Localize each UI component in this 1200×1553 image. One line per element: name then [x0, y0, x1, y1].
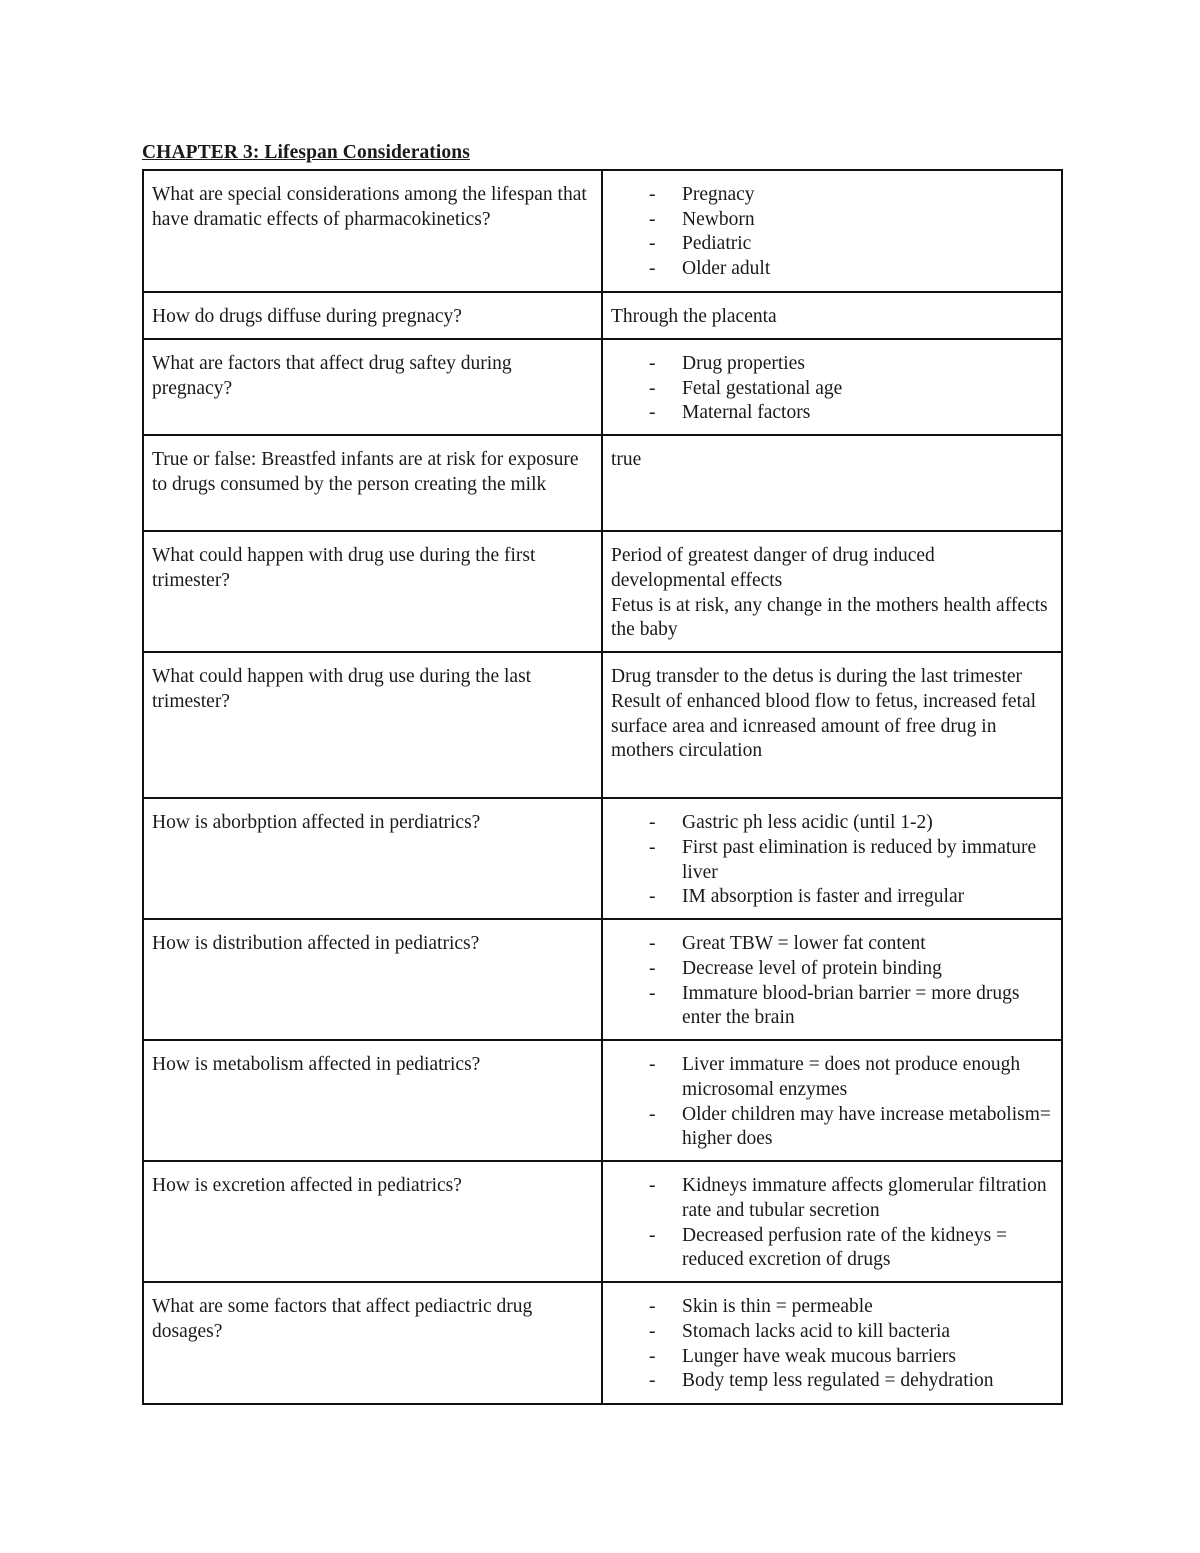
- answer-list: [611, 183, 1053, 282]
- answer-list: [611, 1053, 1053, 1152]
- answer-list: [611, 1295, 1053, 1394]
- list-item: - Pediatric: [611, 232, 1053, 257]
- question-cell: What are special considerations among the lifespan that have dramatic effects of pharmacokinetics?: [143, 170, 602, 292]
- answer-text: Drug transder to the detus is during the last trimester: [611, 666, 1023, 688]
- table-row: [143, 292, 1062, 339]
- answer-cell: [602, 435, 1062, 531]
- qa-table: [142, 169, 1063, 1405]
- table-row: [143, 170, 1062, 292]
- list-item: - Great TBW = lower fat content: [611, 932, 1053, 957]
- question-cell: How is metabolism affected in pediatrics?: [143, 1040, 602, 1161]
- question-cell: What could happen with drug use during the first trimester?: [143, 531, 602, 652]
- list-item: - Fetal gestational age: [611, 377, 1053, 402]
- list-item: - Older children may have increase metabolism= higher does: [611, 1103, 1053, 1152]
- question-cell: How is excretion affected in pediatrics?: [143, 1161, 602, 1282]
- answer-text: Period of greatest danger of drug induced developmental effects: [611, 545, 935, 591]
- answer-cell: [602, 531, 1062, 652]
- table-row: [143, 1161, 1062, 1282]
- table-row: [143, 1282, 1062, 1404]
- answer-cell: [602, 170, 1062, 292]
- answer-list: [611, 1174, 1053, 1273]
- list-item: - First past elimination is reduced by immature liver: [611, 836, 1053, 885]
- answer-cell: [602, 1161, 1062, 1282]
- table-row: [143, 531, 1062, 652]
- list-item: - Kidneys immature affects glomerular filtration rate and tubular secretion: [611, 1174, 1053, 1223]
- table-row: [143, 798, 1062, 919]
- question-cell: How do drugs diffuse during pregnacy?: [143, 292, 602, 339]
- list-item: - Older adult: [611, 257, 1053, 282]
- answer-cell: [602, 292, 1062, 339]
- list-item: - Decrease level of protein binding: [611, 957, 1053, 982]
- question-cell: How is distribution affected in pediatrics?: [143, 919, 602, 1040]
- list-item: - Stomach lacks acid to kill bacteria: [611, 1320, 1053, 1345]
- answer-text: Through the placenta: [611, 306, 777, 327]
- question-cell: What could happen with drug use during the last trimester?: [143, 652, 602, 798]
- list-item: - Pregnacy: [611, 183, 1053, 208]
- answer-text: Fetus is at risk, any change in the mothers health affects the baby: [611, 594, 1048, 641]
- table-row: [143, 339, 1062, 435]
- list-item: - Maternal factors: [611, 401, 1053, 426]
- answer-cell: [602, 919, 1062, 1040]
- answer-cell: [602, 798, 1062, 919]
- answer-text: Result of enhanced blood flow to fetus, increased fetal surface area and icnreased amount of free drug in mothers circulation: [611, 690, 1037, 762]
- list-item: - Liver immature = does not produce enough microsomal enzymes: [611, 1053, 1053, 1102]
- list-item: - Gastric ph less acidic (until 1-2): [611, 811, 1053, 836]
- list-item: - Immature blood-brian barrier = more drugs enter the brain: [611, 982, 1053, 1031]
- question-cell: How is aborbption affected in perdiatrics?: [143, 798, 602, 919]
- question-cell: What are some factors that affect pediactric drug dosages?: [143, 1282, 602, 1404]
- list-item: - Skin is thin = permeable: [611, 1295, 1053, 1320]
- answer-cell: [602, 1282, 1062, 1404]
- list-item: - IM absorption is faster and irregular: [611, 885, 1053, 910]
- answer-list: [611, 932, 1053, 1031]
- answer-text: true: [611, 449, 642, 471]
- table-row: [143, 1040, 1062, 1161]
- qa-table-body: [143, 170, 1062, 1404]
- table-row: [143, 919, 1062, 1040]
- question-cell: True or false: Breastfed infants are at risk for exposure to drugs consumed by the person creating the milk: [143, 435, 602, 531]
- answer-list: [611, 352, 1053, 426]
- answer-cell: [602, 1040, 1062, 1161]
- question-cell: What are factors that affect drug saftey during pregnacy?: [143, 339, 602, 435]
- answer-cell: [602, 339, 1062, 435]
- list-item: - Body temp less regulated = dehydration: [611, 1369, 1053, 1394]
- list-item: - Lunger have weak mucous barriers: [611, 1345, 1053, 1370]
- table-row: [143, 435, 1062, 531]
- list-item: - Newborn: [611, 208, 1053, 233]
- answer-cell: [602, 652, 1062, 798]
- page-title: CHAPTER 3: Lifespan Considerations: [142, 142, 470, 163]
- list-item: - Decreased perfusion rate of the kidneys = reduced excretion of drugs: [611, 1224, 1053, 1273]
- answer-list: [611, 811, 1053, 910]
- list-item: - Drug properties: [611, 352, 1053, 377]
- table-row: [143, 652, 1062, 798]
